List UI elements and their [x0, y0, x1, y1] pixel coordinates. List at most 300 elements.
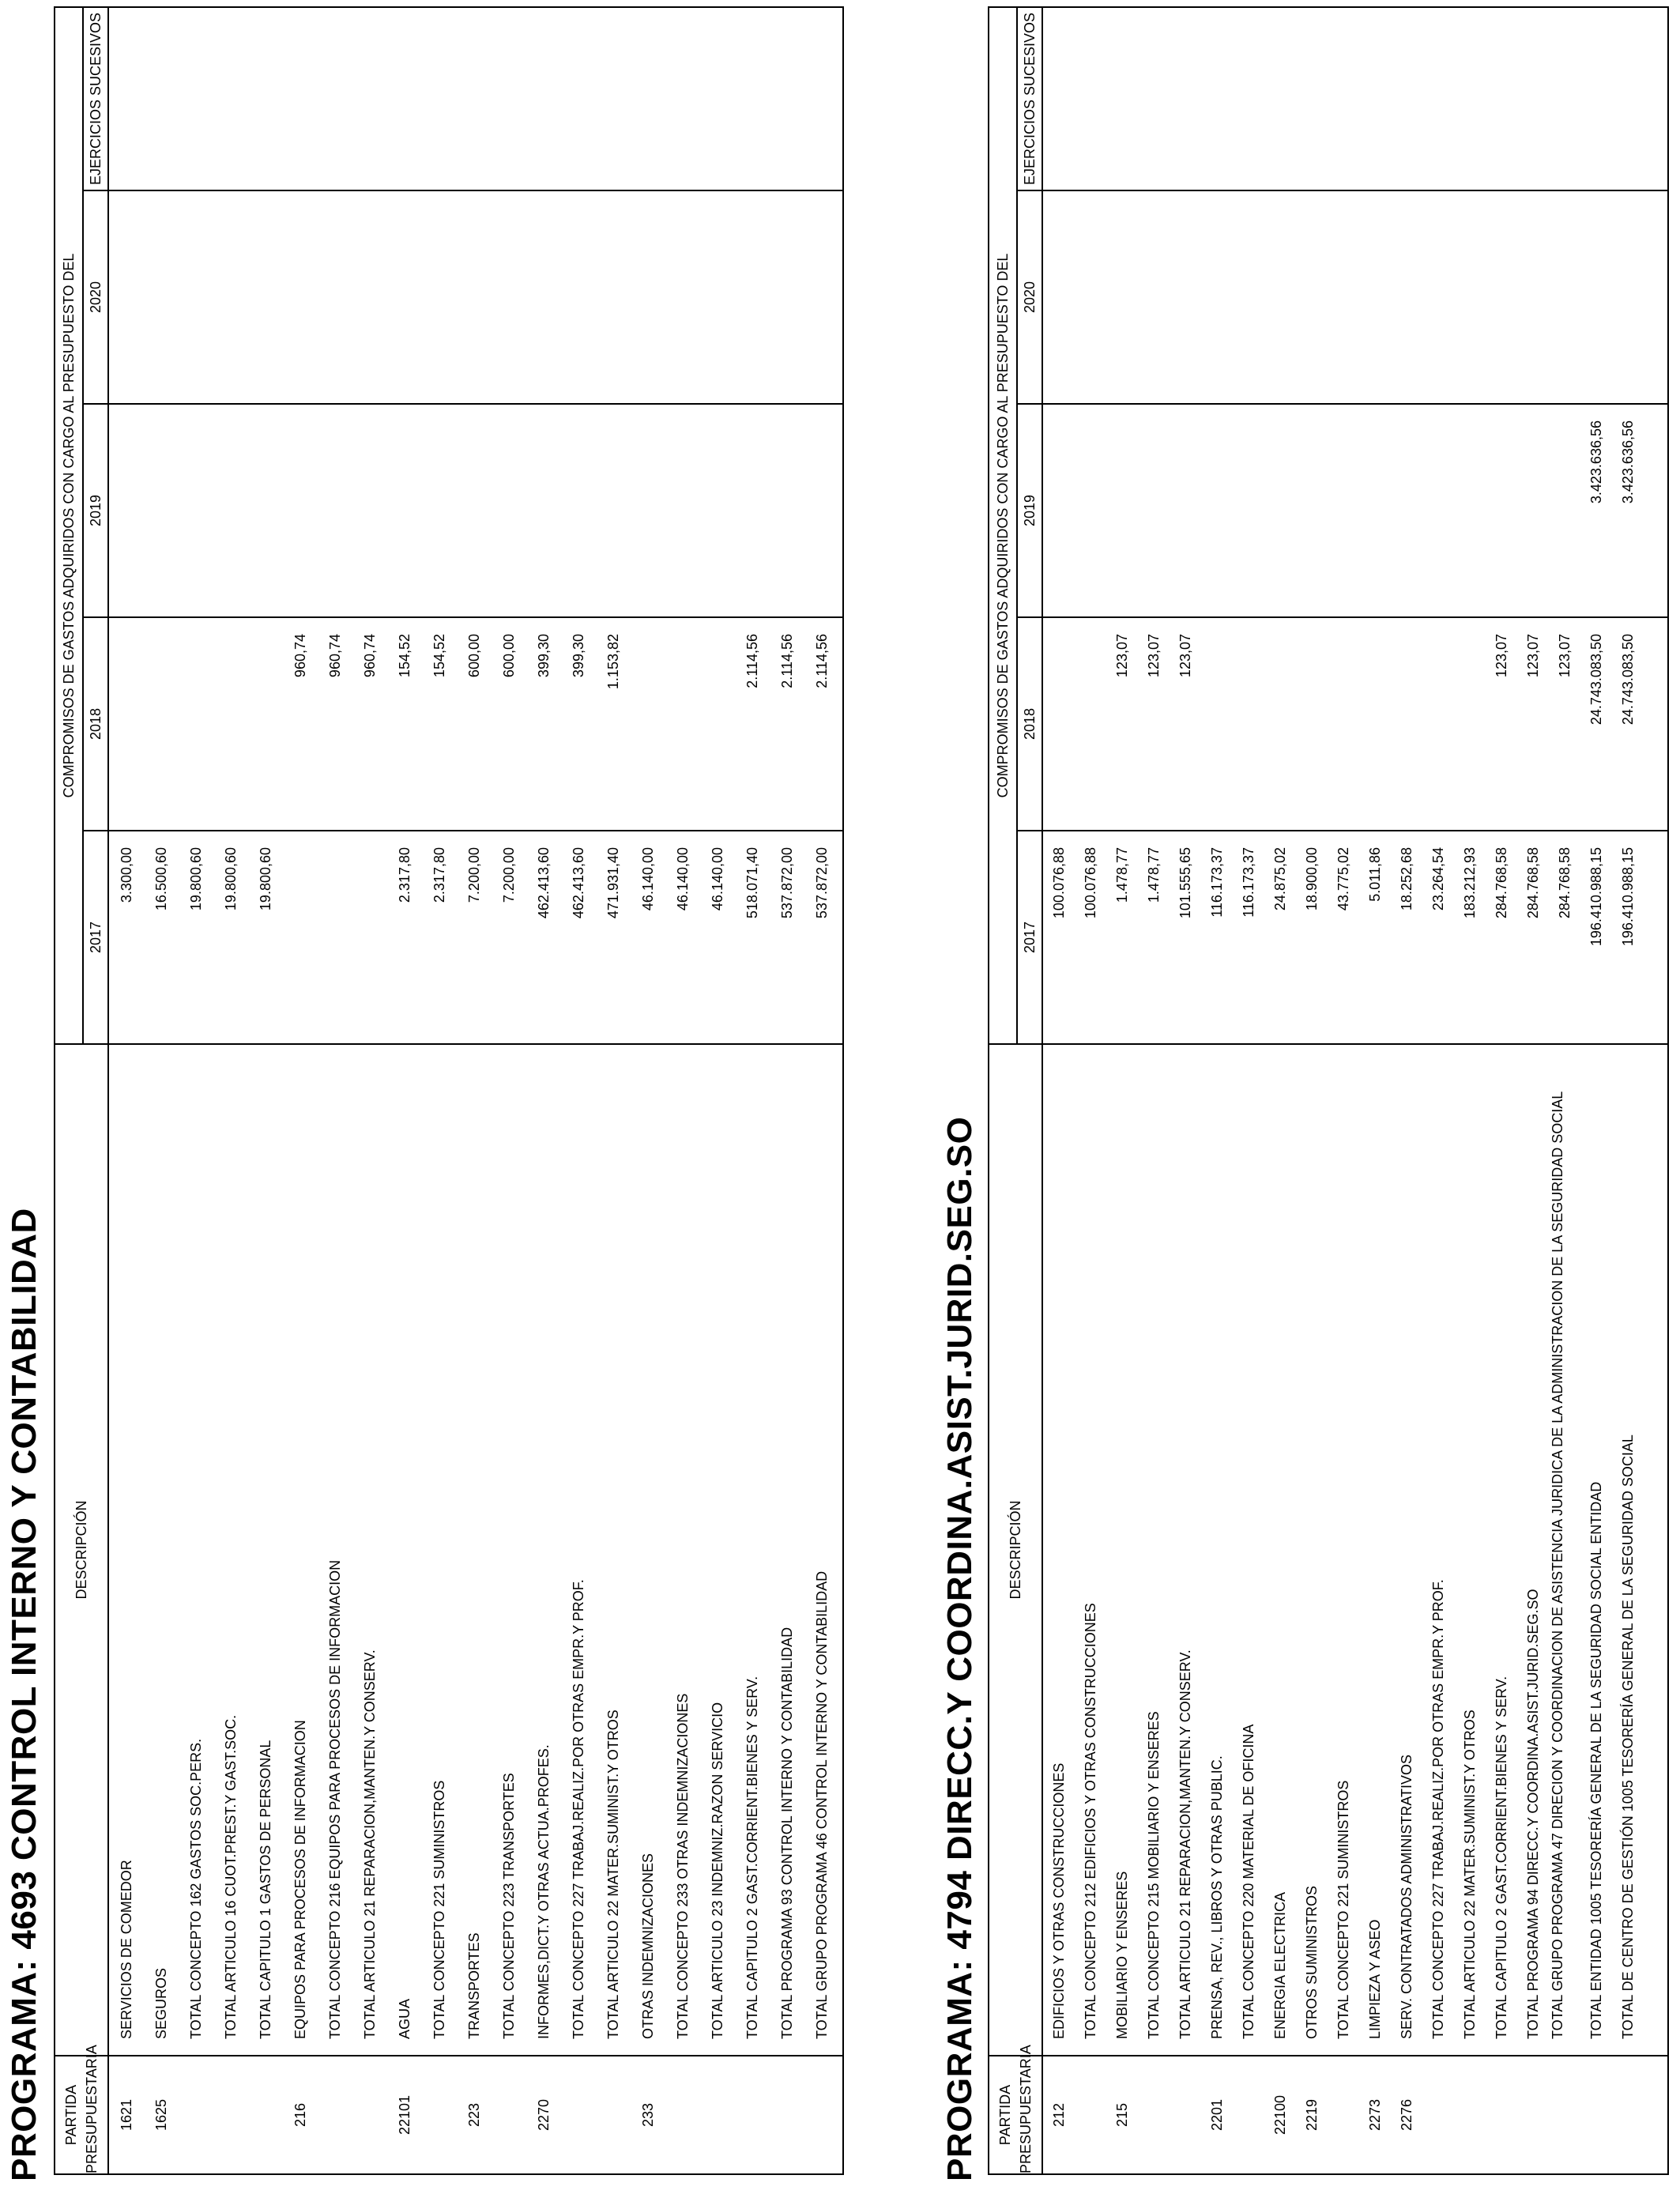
table-cell [1075, 618, 1106, 830]
table-cell [1580, 2056, 1612, 2173]
table-cell: 154,52 [397, 634, 412, 678]
table-cell [1328, 2056, 1359, 2173]
table-cell [700, 8, 735, 190]
table-cell [109, 618, 144, 830]
table-cell [248, 2056, 283, 2173]
program-table-block [54, 8, 844, 2175]
table-cell [700, 2056, 735, 2173]
table-cell: EDIFICIOS Y OTRAS CONSTRUCCIONES [1051, 1762, 1067, 2039]
table-cell: 600,00 [501, 634, 517, 678]
header-descripcion: DESCRIPCIÓN [989, 1044, 1042, 2056]
table-cell: 19.800,60 [188, 847, 204, 911]
table-cell [213, 618, 248, 830]
table-cell [1517, 2056, 1549, 2173]
header-year-y2017: 2017 [1017, 831, 1042, 1044]
table-cell [1486, 2056, 1517, 2173]
table-cell: TOTAL ARTICULO 23 INDEMNIZ.RAZON SERVICIO [710, 1702, 725, 2039]
table-cell [1075, 191, 1106, 403]
table-cell [1264, 191, 1296, 403]
table-cell [1454, 405, 1486, 616]
table-cell [179, 2056, 213, 2173]
table-cell [1549, 405, 1580, 616]
table-cell: 196.410.988,15 [1620, 847, 1636, 947]
table-cell [422, 191, 457, 403]
table-cell: TOTAL CONCEPTO 227 TRABAJ.REALIZ.POR OTRAS EMPR.Y PROF. [571, 1579, 586, 2039]
table-cell: 183.212,93 [1462, 847, 1478, 919]
table-cell: MOBILIARIO Y ENSERES [1114, 1871, 1130, 2039]
table-cell [1043, 405, 1075, 616]
table-cell [283, 191, 318, 403]
table-cell [1486, 191, 1517, 403]
table-cell [144, 405, 179, 616]
table-cell: 960,74 [362, 634, 378, 678]
table-cell [109, 191, 144, 403]
col-2019 [1042, 404, 1668, 617]
descripcion-column [108, 1044, 843, 2056]
table-cell [422, 2056, 457, 2173]
table-cell [700, 191, 735, 403]
table-cell [1201, 191, 1233, 403]
table-cell [631, 618, 665, 830]
table-cell [631, 8, 665, 190]
table-cell [631, 191, 665, 403]
table-cell [179, 8, 213, 190]
table-cell [700, 405, 735, 616]
table-cell: TOTAL CONCEPTO 162 GASTOS SOC.PERS. [188, 1738, 204, 2039]
table-cell [1391, 405, 1422, 616]
table-cell [665, 2056, 700, 2173]
table-cell [213, 405, 248, 616]
table-cell [1517, 8, 1549, 190]
table-cell: 2270 [536, 2098, 552, 2132]
header-compromisos: COMPROMISOS DE GASTOS ADQUIRIDOS CON CARGO AL PRESUPUESTO DEL [55, 7, 83, 1044]
table-cell: INFORMES,DICT.Y OTRAS ACTUA.PROFES. [536, 1744, 552, 2039]
program-title: PROGRAMA: 4794 DIRECC.Y COORDINA.ASIST.JURID.SEG.SO [940, 1116, 979, 2181]
table-cell: 462.413,60 [571, 847, 586, 919]
table-cell [492, 405, 526, 616]
table-cell [352, 191, 387, 403]
header-year-y2019: 2019 [83, 404, 108, 617]
table-cell [387, 191, 422, 403]
table-cell [179, 405, 213, 616]
table-cell: 24.743.083,50 [1588, 634, 1604, 726]
partida-column [1042, 2056, 1668, 2174]
table-cell [770, 8, 804, 190]
table-cell [1359, 405, 1391, 616]
table-cell [179, 191, 213, 403]
table-cell [561, 8, 596, 190]
table-cell [179, 618, 213, 830]
table-cell [213, 191, 248, 403]
table-cell [1233, 8, 1264, 190]
table-cell: OTRAS INDEMNIZACIONES [640, 1853, 656, 2039]
table-cell [1422, 191, 1454, 403]
header-compromisos: COMPROMISOS DE GASTOS ADQUIRIDOS CON CARGO AL PRESUPUESTO DEL [989, 7, 1017, 1044]
table-cell [248, 8, 283, 190]
table-cell [492, 2056, 526, 2173]
header-year-y2020: 2020 [83, 190, 108, 404]
table-cell: 2201 [1209, 2098, 1225, 2132]
table-cell [318, 2056, 352, 2173]
table-cell [526, 405, 561, 616]
table-cell [1517, 405, 1549, 616]
table-cell: SERV. CONTRATADOS ADMINISTRATIVOS [1399, 1754, 1414, 2039]
table-cell: 123,07 [1494, 634, 1509, 678]
table-cell [1264, 8, 1296, 190]
table-cell: 2.114,56 [744, 634, 760, 688]
table-cell: 284.768,58 [1525, 847, 1541, 919]
table-cell: 23.264,54 [1430, 847, 1446, 911]
table-cell: TOTAL CONCEPTO 233 OTRAS INDEMNIZACIONES [675, 1693, 691, 2039]
header-year-y2017: 2017 [83, 831, 108, 1044]
header-year-y2018: 2018 [83, 617, 108, 831]
table-cell [387, 405, 422, 616]
table-cell [1391, 618, 1422, 830]
table-cell [1075, 405, 1106, 616]
table-cell: 46.140,00 [675, 847, 691, 911]
header-partida: PARTIDA PRESUPUESTARIA [989, 2056, 1042, 2174]
table-cell [1106, 405, 1138, 616]
table-cell [804, 2056, 839, 2173]
table-cell [735, 2056, 770, 2173]
table-cell [1391, 191, 1422, 403]
col-2020 [1042, 190, 1668, 404]
table-cell [665, 8, 700, 190]
table-cell [1138, 8, 1170, 190]
table-cell [1486, 405, 1517, 616]
table-cell [422, 405, 457, 616]
table-cell: 233 [640, 2102, 656, 2128]
table-cell [457, 8, 492, 190]
table-cell [109, 405, 144, 616]
table-cell [1170, 8, 1201, 190]
table-cell [1201, 8, 1233, 190]
col-2017 [108, 831, 843, 1044]
table-cell: 43.775,02 [1335, 847, 1351, 911]
table-cell [1454, 8, 1486, 190]
table-cell: 116.173,37 [1241, 847, 1256, 918]
table-cell [1549, 8, 1580, 190]
table-cell [492, 8, 526, 190]
table-cell [1075, 8, 1106, 190]
table-cell [735, 8, 770, 190]
table-cell: 215 [1114, 2102, 1130, 2128]
table-cell: 19.800,60 [223, 847, 239, 911]
table-cell: TOTAL PROGRAMA 93 CONTROL INTERNO Y CONTABILIDAD [779, 1627, 795, 2039]
table-cell [1170, 405, 1201, 616]
table-cell [665, 405, 700, 616]
table-cell [144, 191, 179, 403]
table-cell: TOTAL CAPITULO 1 GASTOS DE PERSONAL [258, 1740, 273, 2039]
table-cell [1391, 8, 1422, 190]
table-cell [352, 405, 387, 616]
table-cell [283, 831, 318, 1043]
col-2018 [108, 617, 843, 831]
table-cell: 123,07 [1177, 634, 1193, 678]
table-cell [1201, 618, 1233, 830]
table-cell: 3.300,00 [119, 847, 134, 903]
table-cell [735, 191, 770, 403]
table-cell: TOTAL CONCEPTO 221 SUMINISTROS [1335, 1780, 1351, 2039]
table-cell [1296, 618, 1328, 830]
table-cell: TOTAL CONCEPTO 212 EDIFICIOS Y OTRAS CONSTRUCCIONES [1083, 1603, 1098, 2039]
table-cell: 1.478,77 [1114, 847, 1130, 903]
table-cell: 2.317,80 [397, 847, 412, 903]
table-cell: 22100 [1272, 2094, 1288, 2136]
table-cell [1612, 2056, 1644, 2173]
table-cell: EQUIPOS PARA PROCESOS DE INFORMACION [292, 1720, 308, 2039]
table-cell [526, 8, 561, 190]
table-cell [1296, 405, 1328, 616]
table-cell: 2219 [1304, 2098, 1320, 2132]
table-cell [1075, 2056, 1106, 2173]
table-cell [248, 405, 283, 616]
table-cell [352, 8, 387, 190]
program-title: PROGRAMA: 4693 CONTROL INTERNO Y CONTABILIDAD [5, 1208, 43, 2181]
table-cell: OTROS SUMINISTROS [1304, 1885, 1320, 2039]
table-cell [1138, 2056, 1170, 2173]
table-cell [144, 618, 179, 830]
table-cell: 2.114,56 [779, 634, 795, 688]
col-sucesivos [1042, 7, 1668, 190]
table-cell: LIMPIEZA Y ASEO [1367, 1919, 1383, 2039]
table-cell [248, 618, 283, 830]
table-cell [422, 8, 457, 190]
header-descripcion: DESCRIPCIÓN [55, 1044, 108, 2056]
table-cell [665, 618, 700, 830]
table-cell [1454, 191, 1486, 403]
table-cell [1201, 405, 1233, 616]
table-cell [352, 2056, 387, 2173]
table-cell: 19.800,60 [258, 847, 273, 911]
table-cell: 46.140,00 [710, 847, 725, 911]
table-cell: 196.410.988,15 [1588, 847, 1604, 947]
table-cell [596, 8, 631, 190]
table-cell [1580, 191, 1612, 403]
table-cell: 1.153,82 [605, 634, 621, 690]
table-cell: 123,07 [1146, 634, 1162, 678]
table-cell [1138, 405, 1170, 616]
table-cell: TOTAL PROGRAMA 94 DIRECC.Y COORDINA.ASIST.JURID.SEG.SO [1525, 1589, 1541, 2039]
table-cell [1043, 618, 1075, 830]
header-partida: PARTIDA PRESUPUESTARIA [55, 2056, 108, 2174]
table-cell [352, 831, 387, 1043]
table-cell: 399,30 [571, 634, 586, 678]
table-cell [1170, 191, 1201, 403]
table-cell: 123,07 [1114, 634, 1130, 678]
table-cell [1486, 8, 1517, 190]
table-cell: 284.768,58 [1494, 847, 1509, 919]
table-cell: TOTAL ARTICULO 22 MATER.SUMINIST.Y OTROS [1462, 1710, 1478, 2039]
table-cell [804, 8, 839, 190]
table-cell: TOTAL CONCEPTO 223 TRANSPORTES [501, 1773, 517, 2039]
table-cell [283, 405, 318, 616]
col-2019 [108, 404, 843, 617]
table-cell [1328, 618, 1359, 830]
descripcion-column [1042, 1044, 1668, 2056]
table-cell [1454, 2056, 1486, 2173]
table-cell [700, 618, 735, 830]
table-cell [596, 191, 631, 403]
table-cell: 3.423.636,56 [1588, 420, 1604, 504]
program-table-block [988, 8, 1669, 2175]
table-cell: 123,07 [1525, 634, 1541, 678]
table-cell: 100.076,88 [1083, 847, 1098, 919]
table-cell [665, 191, 700, 403]
table-cell: 123,07 [1557, 634, 1573, 678]
table-cell [318, 8, 352, 190]
table-cell [631, 405, 665, 616]
table-cell [1549, 2056, 1580, 2173]
table-cell: 18.252,68 [1399, 847, 1414, 911]
header-year-y2018: 2018 [1017, 617, 1042, 831]
table-cell [1549, 191, 1580, 403]
col-2018 [1042, 617, 1668, 831]
table-cell [1043, 8, 1075, 190]
table-cell: SERVICIOS DE COMEDOR [119, 1860, 134, 2039]
table-cell: 223 [466, 2102, 482, 2128]
table-cell [1359, 8, 1391, 190]
table-cell [1422, 8, 1454, 190]
table-cell: TOTAL ARTICULO 21 REPARACION,MANTEN.Y CONSERV. [362, 1649, 378, 2039]
table-cell: TOTAL GRUPO PROGRAMA 46 CONTROL INTERNO Y CONTABILIDAD [814, 1570, 830, 2039]
table-cell [318, 405, 352, 616]
table-cell [387, 8, 422, 190]
table-cell: 1625 [153, 2098, 169, 2132]
table-cell: 2276 [1399, 2098, 1414, 2132]
table-cell [735, 405, 770, 616]
table-cell: SEGUROS [153, 1967, 169, 2039]
table-cell: 212 [1051, 2102, 1067, 2128]
table-cell: TOTAL CAPITULO 2 GAST.CORRIENT.BIENES Y SERV. [744, 1676, 760, 2039]
table-cell: 462.413,60 [536, 847, 552, 919]
table-cell: 537.872,00 [814, 847, 830, 919]
table-cell [1138, 191, 1170, 403]
table-cell [526, 191, 561, 403]
table-cell [1043, 191, 1075, 403]
table-cell: 284.768,58 [1557, 847, 1573, 919]
table-cell: 7.200,00 [466, 847, 482, 903]
table-cell [1612, 8, 1644, 190]
table-cell [561, 191, 596, 403]
table-cell: 116.173,37 [1209, 847, 1225, 918]
table-cell: 2.114,56 [814, 634, 830, 688]
table-cell: 2.317,80 [431, 847, 447, 903]
table-cell [1233, 2056, 1264, 2173]
table-cell [770, 2056, 804, 2173]
table-cell: 16.500,60 [153, 847, 169, 911]
table-cell [596, 405, 631, 616]
table-cell: 7.200,00 [501, 847, 517, 903]
table-cell: 1.478,77 [1146, 847, 1162, 903]
table-cell: PRENSA, REV., LIBROS Y OTRAS PUBLIC. [1209, 1755, 1225, 2039]
table-cell [1422, 405, 1454, 616]
table-cell [144, 8, 179, 190]
col-2020 [108, 190, 843, 404]
header-year-y2020: 2020 [1017, 190, 1042, 404]
table-cell: 22101 [397, 2094, 412, 2136]
table-cell [1422, 618, 1454, 830]
table-cell [1296, 191, 1328, 403]
table-cell [457, 405, 492, 616]
table-cell: TOTAL CONCEPTO 227 TRABAJ.REALIZ.POR OTRAS EMPR.Y PROF. [1430, 1579, 1446, 2039]
table-cell: TOTAL CONCEPTO 220 MATERIAL DE OFICINA [1241, 1724, 1256, 2039]
table-cell [1328, 8, 1359, 190]
table-cell [804, 191, 839, 403]
table-cell [1106, 191, 1138, 403]
table-cell [1328, 191, 1359, 403]
table-cell: 537.872,00 [779, 847, 795, 919]
table-cell [1170, 2056, 1201, 2173]
budget-table [54, 6, 844, 2175]
table-cell: TOTAL ARTICULO 16 CUOT.PREST.Y GAST.SOC. [223, 1714, 239, 2039]
table-cell [318, 191, 352, 403]
table-cell: 100.076,88 [1051, 847, 1067, 919]
table-cell: 216 [292, 2102, 308, 2128]
table-cell [1328, 405, 1359, 616]
table-cell: TOTAL CONCEPTO 215 MOBILIARIO Y ENSERES [1146, 1711, 1162, 2039]
table-cell [283, 8, 318, 190]
header-year-sucesivos: EJERCICIOS SUCESIVOS [83, 7, 108, 190]
table-cell [457, 191, 492, 403]
table-cell [1106, 8, 1138, 190]
table-cell [804, 405, 839, 616]
table-cell [1454, 618, 1486, 830]
table-cell: 154,52 [431, 634, 447, 678]
table-cell [1296, 8, 1328, 190]
header-year-sucesivos: EJERCICIOS SUCESIVOS [1017, 7, 1042, 190]
header-year-y2019: 2019 [1017, 404, 1042, 617]
table-cell [1233, 191, 1264, 403]
table-cell: 101.555,65 [1177, 847, 1193, 919]
table-cell: 2273 [1367, 2098, 1383, 2132]
table-cell [1359, 618, 1391, 830]
table-cell: ENERGIA ELECTRICA [1272, 1891, 1288, 2039]
table-cell [1359, 191, 1391, 403]
table-cell [561, 405, 596, 616]
table-cell: 960,74 [292, 634, 308, 678]
partida-column [108, 2056, 843, 2174]
table-cell: 18.900,00 [1304, 847, 1320, 911]
table-cell [1264, 405, 1296, 616]
table-cell: AGUA [397, 1998, 412, 2039]
table-cell: 5.011,86 [1367, 847, 1383, 902]
budget-table [988, 6, 1669, 2175]
table-cell: TOTAL GRUPO PROGRAMA 47 DIRECION Y COORDINACION DE ASISTENCIA JURIDICA DE LA ADMINISTRACION DE LA SEGURIDAD SOCIAL [1550, 1091, 1565, 2039]
table-cell [1612, 191, 1644, 403]
table-cell [213, 8, 248, 190]
table-cell: 24.875,02 [1272, 847, 1288, 911]
table-cell [318, 831, 352, 1043]
table-cell: 960,74 [327, 634, 343, 678]
table-cell: 24.743.083,50 [1620, 634, 1636, 726]
table-cell: TOTAL ARTICULO 22 MATER.SUMINIST.Y OTROS [605, 1710, 621, 2039]
col-sucesivos [108, 7, 843, 190]
col-2017 [1042, 831, 1668, 1044]
table-cell: TOTAL ENTIDAD 1005 TESORERÍA GENERAL DE LA SEGURIDAD SOCIAL ENTIDAD [1588, 1481, 1604, 2039]
table-cell: 399,30 [536, 634, 552, 678]
table-cell: 471.931,40 [605, 847, 621, 919]
table-cell [492, 191, 526, 403]
table-cell: TOTAL ARTICULO 21 REPARACION,MANTEN.Y CONSERV. [1177, 1649, 1193, 2039]
table-cell [770, 191, 804, 403]
table-cell [561, 2056, 596, 2173]
table-cell [1517, 191, 1549, 403]
table-cell: 600,00 [466, 634, 482, 678]
table-cell: 3.423.636,56 [1620, 420, 1636, 504]
table-cell [1580, 8, 1612, 190]
table-cell: 518.071,40 [744, 847, 760, 919]
